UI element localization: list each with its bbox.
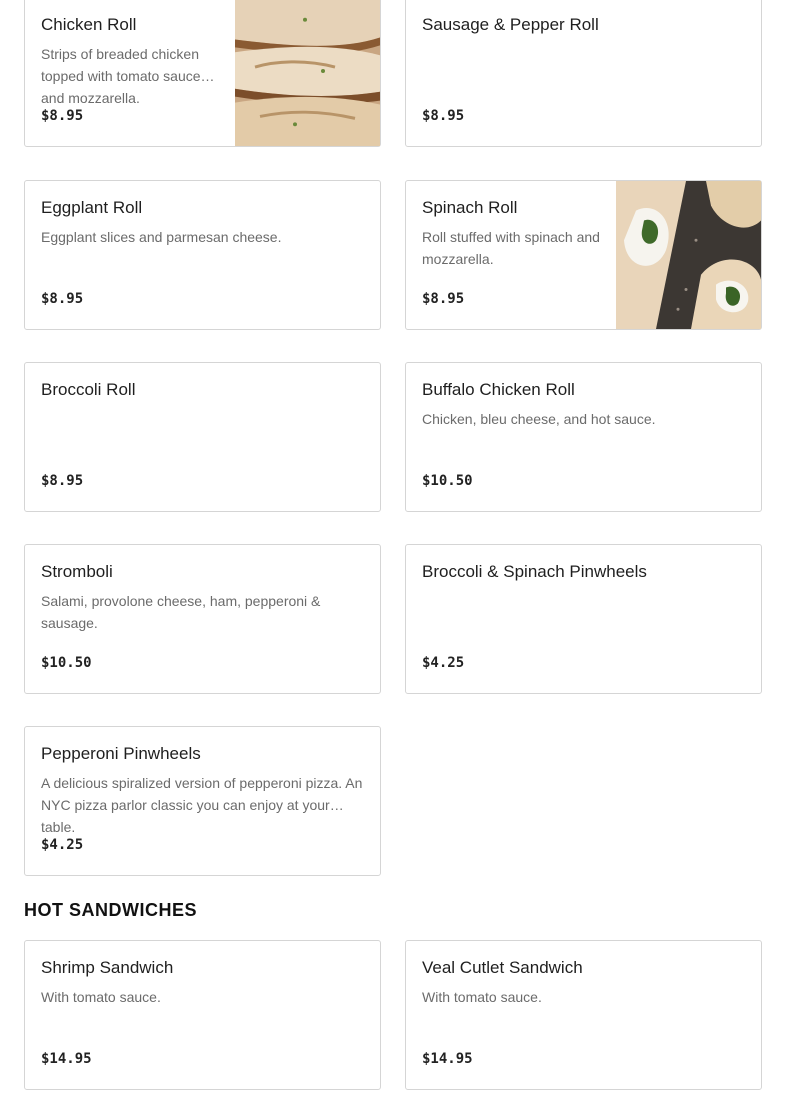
item-price: $4.25 xyxy=(41,837,84,853)
menu-item-card-sausage-pepper-roll[interactable] xyxy=(405,0,762,147)
item-price: $8.95 xyxy=(41,291,84,307)
menu-item-card-veal-cutlet-sandwich[interactable] xyxy=(405,940,762,1090)
item-description: Chicken, bleu cheese, and hot sauce. xyxy=(422,411,656,427)
menu-item-card-pepperoni-pinwheels[interactable] xyxy=(24,726,381,876)
menu-item-card-stromboli[interactable] xyxy=(24,544,381,694)
item-name: Buffalo Chicken Roll xyxy=(422,380,575,399)
menu-item-card-broccoli-spinach-pinwheels[interactable] xyxy=(405,544,762,694)
menu-item-card-broccoli-roll[interactable] xyxy=(24,362,381,512)
menu-item-card-buffalo-chicken-roll[interactable] xyxy=(405,362,762,512)
spinach-roll-photo xyxy=(616,181,761,329)
item-price: $10.50 xyxy=(41,655,92,671)
item-description: A delicious spiralized version of pepperoni pizza. An NYC pizza parlor classic you can enjoy at your table. xyxy=(41,775,363,835)
item-name: Stromboli xyxy=(41,562,113,581)
item-price: $14.95 xyxy=(422,1051,473,1067)
item-name: Eggplant Roll xyxy=(41,198,143,217)
menu-item-card-shrimp-sandwich[interactable] xyxy=(24,940,381,1090)
item-price: $8.95 xyxy=(41,108,84,124)
item-price: $8.95 xyxy=(422,291,465,307)
item-name: Broccoli Roll xyxy=(41,380,136,399)
item-name: Spinach Roll xyxy=(422,198,518,217)
item-description: Salami, provolone cheese, ham, pepperoni & sausage. xyxy=(41,593,321,631)
item-description: Roll stuffed with spinach and mozzarella. xyxy=(422,229,600,267)
menu-item-card-chicken-roll[interactable] xyxy=(24,0,381,147)
item-name: Shrimp Sandwich xyxy=(41,958,174,977)
chicken-roll-photo xyxy=(235,0,380,146)
item-description: Strips of breaded chicken topped with tomato sauce and mozzarella. xyxy=(41,46,201,106)
item-name: Pepperoni Pinwheels xyxy=(41,744,201,763)
item-name: Chicken Roll xyxy=(41,15,137,34)
item-price: $10.50 xyxy=(422,473,473,489)
menu-item-card-spinach-roll[interactable] xyxy=(405,180,762,330)
item-description: With tomato sauce. xyxy=(422,989,542,1005)
item-description: Eggplant slices and parmesan cheese. xyxy=(41,229,282,245)
item-price: $8.95 xyxy=(41,473,84,489)
item-description: With tomato sauce. xyxy=(41,989,161,1005)
section-title-hot-sandwiches: HOT SANDWICHES xyxy=(24,900,197,920)
item-price: $4.25 xyxy=(422,655,465,671)
item-name: Veal Cutlet Sandwich xyxy=(422,958,583,977)
menu-item-card-eggplant-roll[interactable] xyxy=(24,180,381,330)
item-price: $14.95 xyxy=(41,1051,92,1067)
item-price: $8.95 xyxy=(422,108,465,124)
item-name: Broccoli & Spinach Pinwheels xyxy=(422,562,647,581)
item-name: Sausage & Pepper Roll xyxy=(422,15,599,34)
